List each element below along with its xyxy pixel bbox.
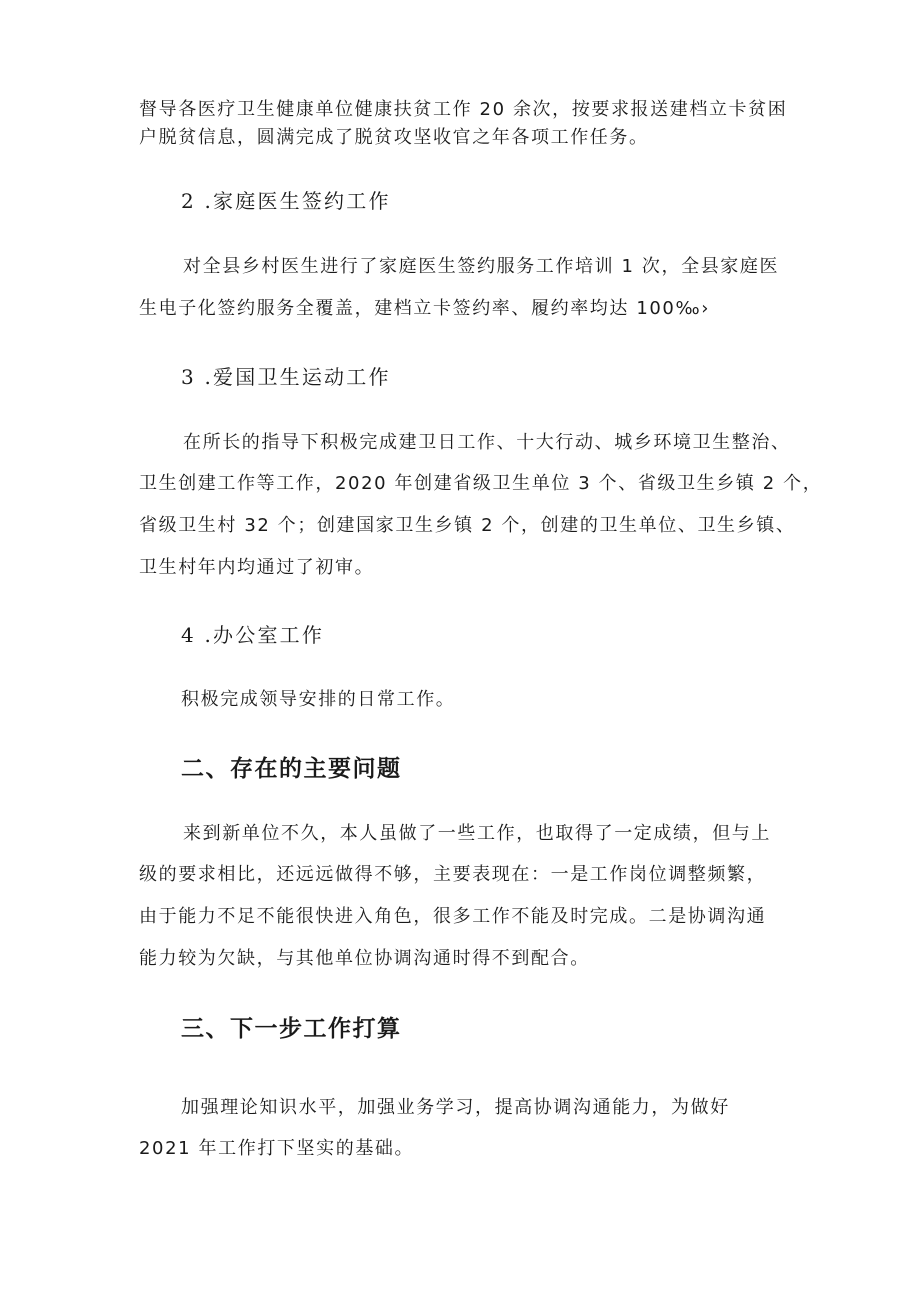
paragraph-line: 由于能力不足不能很快进入角色，很多工作不能及时完成。二是协调沟通: [139, 906, 767, 927]
heading-office-work: 4 .办公室工作: [181, 623, 325, 647]
paragraph-line: 来到新单位不久，本人虽做了一些工作，也取得了一定成绩，但与上: [183, 823, 771, 844]
paragraph-line: 对全县乡村医生进行了家庭医生签约服务工作培训 1 次，全县家庭医: [183, 256, 780, 277]
paragraph-line: 能力较为欠缺，与其他单位协调沟通时得不到配合。: [139, 948, 590, 969]
section-heading-next-steps: 三、下一步工作打算: [181, 1016, 402, 1042]
paragraph-line: 2021 年工作打下坚实的基础。: [139, 1138, 415, 1159]
paragraph-line: 加强理论知识水平，加强业务学习，提高协调沟通能力，为做好: [181, 1097, 730, 1118]
paragraph-line: 省级卫生村 32 个；创建国家卫生乡镇 2 个，创建的卫生单位、卫生乡镇、: [139, 515, 796, 536]
paragraph-line: 督导各医疗卫生健康单位健康扶贫工作 20 余次，按要求报送建档立卡贫困: [139, 99, 788, 120]
heading-patriotic-health-campaign: 3 .爱国卫生运动工作: [181, 365, 391, 389]
paragraph-line: 积极完成领导安排的日常工作。: [181, 689, 456, 710]
paragraph-line: 户脱贫信息，圆满完成了脱贫攻坚收官之年各项工作任务。: [139, 127, 649, 148]
paragraph-line: 级的要求相比，还远远做得不够，主要表现在：一是工作岗位调整频繁，: [139, 864, 767, 885]
section-heading-main-problems: 二、存在的主要问题: [181, 756, 402, 782]
heading-family-doctor-signing: 2 .家庭医生签约工作: [181, 189, 391, 213]
paragraph-line: 卫生村年内均通过了初审。: [139, 557, 375, 578]
paragraph-line: 生电子化签约服务全覆盖，建档立卡签约率、履约率均达 100‰›: [139, 298, 711, 319]
paragraph-line: 卫生创建工作等工作，2020 年创建省级卫生单位 3 个、省级卫生乡镇 2 个，: [139, 473, 823, 494]
paragraph-line: 在所长的指导下积极完成建卫日工作、十大行动、城乡环境卫生整治、: [183, 432, 791, 453]
